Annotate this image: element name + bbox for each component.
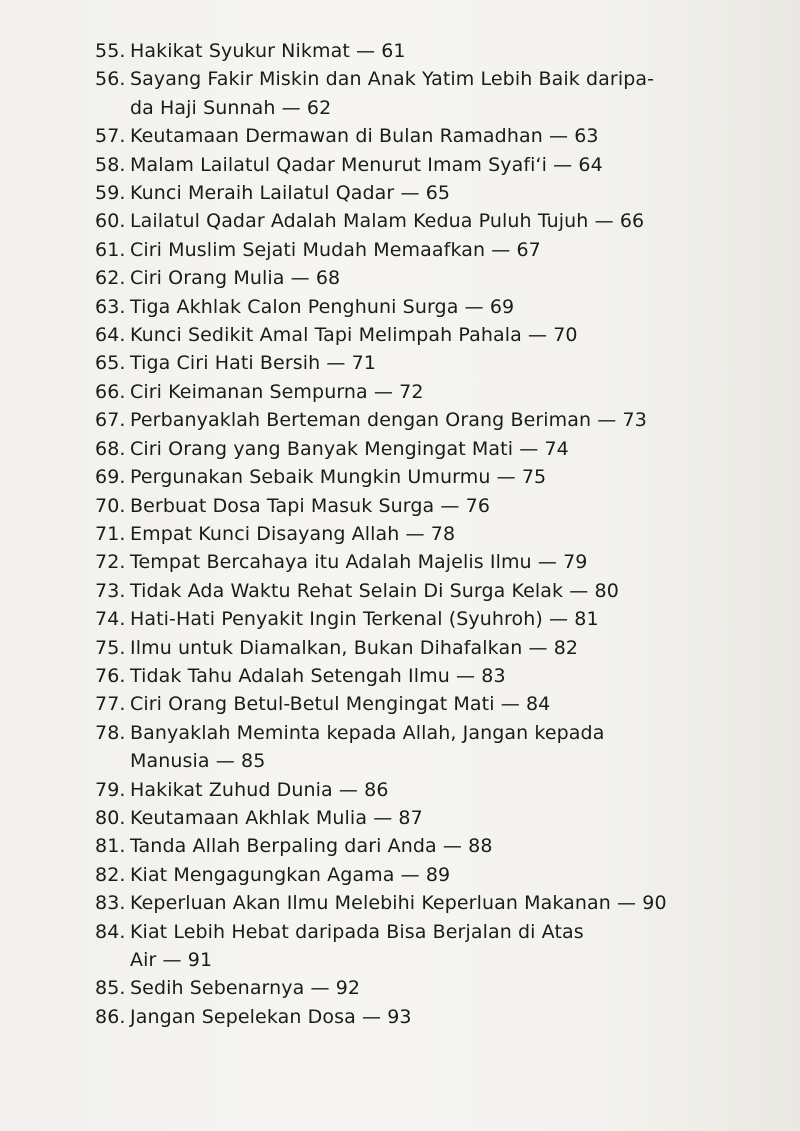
toc-entry xyxy=(95,151,755,179)
entry-title: Ciri Muslim Sejati Mudah Memaafkan — 67 xyxy=(130,238,541,261)
entry-number: 65. xyxy=(95,352,126,375)
entry-number: 79. xyxy=(95,778,126,801)
entry-title: Kunci Sedikit Amal Tapi Melimpah Pahala — 70 xyxy=(130,324,578,347)
toc-entry xyxy=(95,690,755,718)
entry-number: 71. xyxy=(95,522,126,545)
entry-title: Ciri Keimanan Sempurna — 72 xyxy=(130,380,424,403)
entry-number: 80. xyxy=(95,806,126,829)
entry-number: 69. xyxy=(95,466,126,489)
toc-entry xyxy=(95,1003,755,1031)
toc-entry xyxy=(95,605,755,633)
entry-number: 81. xyxy=(95,835,126,858)
entry-title: Perbanyaklah Berteman dengan Orang Beriman — 73 xyxy=(130,409,647,432)
entry-number: 70. xyxy=(95,494,126,517)
entry-title: Kiat Mengagungkan Agama — 89 xyxy=(130,863,451,886)
entry-title: Hati-Hati Penyakit Ingin Terkenal (Syuhroh) — 81 xyxy=(130,608,599,631)
entry-title: Ciri Orang yang Banyak Mengingat Mati — 74 xyxy=(130,437,569,460)
entry-number: 55. xyxy=(95,40,126,62)
toc-entry xyxy=(95,577,755,605)
toc-entry xyxy=(95,236,755,264)
entry-title: Pergunakan Sebaik Mungkin Umurmu — 75 xyxy=(130,466,547,489)
entry-title: Sedih Sebenarnya — 92 xyxy=(130,977,361,1000)
entry-number: 77. xyxy=(95,693,126,716)
entry-number: 76. xyxy=(95,664,126,687)
toc-entry xyxy=(95,264,755,292)
toc-entry xyxy=(95,122,755,150)
entry-title: Empat Kunci Disayang Allah — 78 xyxy=(130,522,456,545)
toc-entry xyxy=(95,832,755,860)
entry-title: Keutamaan Dermawan di Bulan Ramadhan — 63 xyxy=(130,125,599,148)
entry-number: 63. xyxy=(95,295,126,318)
entry-number: 75. xyxy=(95,636,126,659)
toc-entry xyxy=(95,776,755,804)
entry-number: 85. xyxy=(95,977,126,1000)
toc-entry xyxy=(95,65,755,122)
entry-number: 83. xyxy=(95,892,126,915)
entry-number: 86. xyxy=(95,1005,126,1028)
toc-entry xyxy=(95,662,755,690)
entry-number: 74. xyxy=(95,608,126,631)
entry-title: Lailatul Qadar Adalah Malam Kedua Puluh Tujuh — 66 xyxy=(130,210,645,233)
toc-entry xyxy=(95,349,755,377)
toc-entry xyxy=(95,378,755,406)
toc-entry xyxy=(95,179,755,207)
entry-number: 67. xyxy=(95,409,126,432)
entry-number: 59. xyxy=(95,182,126,205)
entry-number: 58. xyxy=(95,153,126,176)
toc-entry xyxy=(95,804,755,832)
entry-number: 68. xyxy=(95,437,126,460)
entry-number: 82. xyxy=(95,863,126,886)
entry-title: Tempat Bercahaya itu Adalah Majelis Ilmu — 79 xyxy=(130,551,588,574)
entry-title: Tiga Ciri Hati Bersih — 71 xyxy=(130,352,377,375)
entry-title: Keperluan Akan Ilmu Melebihi Keperluan Makanan — 90 xyxy=(130,892,667,915)
entry-title: Hakikat Zuhud Dunia — 86 xyxy=(130,778,389,801)
entry-title: Kunci Meraih Lailatul Qadar — 65 xyxy=(130,182,451,205)
entry-title: Ilmu untuk Diamalkan, Bukan Dihafalkan — 82 xyxy=(130,636,579,659)
entry-title: Sayang Fakir Miskin dan Anak Yatim Lebih Baik daripa- da Haji Sunnah — 62 xyxy=(130,68,655,119)
toc-entry xyxy=(95,435,755,463)
entry-number: 62. xyxy=(95,267,126,290)
entry-title: Malam Lailatul Qadar Menurut Imam Syafi‘i — 64 xyxy=(130,153,603,176)
entry-number: 64. xyxy=(95,324,126,347)
entry-title: Jangan Sepelekan Dosa — 93 xyxy=(130,1005,412,1028)
entry-title: Banyaklah Meminta kepada Allah, Jangan kepada Manusia — 85 xyxy=(130,721,605,773)
entry-number: 66. xyxy=(95,380,126,403)
entry-title: Tanda Allah Berpaling dari Anda — 88 xyxy=(130,835,493,858)
toc-entry xyxy=(95,492,755,520)
toc-entry xyxy=(95,293,755,321)
entry-number: 56. xyxy=(95,68,126,91)
entry-number: 84. xyxy=(95,920,126,943)
entry-title: Tiga Akhlak Calon Penghuni Surga — 69 xyxy=(130,295,515,318)
toc-entry xyxy=(95,463,755,491)
toc-entry xyxy=(95,918,755,975)
entry-number: 61. xyxy=(95,238,126,261)
entry-title: Tidak Tahu Adalah Setengah Ilmu — 83 xyxy=(130,664,506,687)
toc-entry xyxy=(95,634,755,662)
toc-entry xyxy=(95,548,755,576)
toc-entry xyxy=(95,406,755,434)
entry-title: Hakikat Syukur Nikmat — 61 xyxy=(130,40,406,62)
entry-title: Berbuat Dosa Tapi Masuk Surga — 76 xyxy=(130,494,491,517)
table-of-contents xyxy=(95,37,755,1031)
toc-entry xyxy=(95,207,755,235)
entry-number: 60. xyxy=(95,210,126,233)
entry-title: Ciri Orang Mulia — 68 xyxy=(130,267,341,290)
toc-entry xyxy=(95,719,755,776)
entry-number: 72. xyxy=(95,551,126,574)
entry-title: Kiat Lebih Hebat daripada Bisa Berjalan di Atas Air — 91 xyxy=(130,920,584,971)
entry-title: Ciri Orang Betul-Betul Mengingat Mati — 84 xyxy=(130,693,551,716)
entry-title: Tidak Ada Waktu Rehat Selain Di Surga Kelak — 80 xyxy=(130,579,619,602)
entry-number: 78. xyxy=(95,721,126,744)
entry-number: 57. xyxy=(95,125,126,148)
toc-entry xyxy=(95,861,755,889)
toc-entry xyxy=(95,974,755,1002)
toc-entry xyxy=(95,37,755,65)
toc-entry xyxy=(95,321,755,349)
toc-entry xyxy=(95,889,755,917)
entry-number: 73. xyxy=(95,579,126,602)
entry-title: Keutamaan Akhlak Mulia — 87 xyxy=(130,806,423,829)
toc-entry xyxy=(95,520,755,548)
